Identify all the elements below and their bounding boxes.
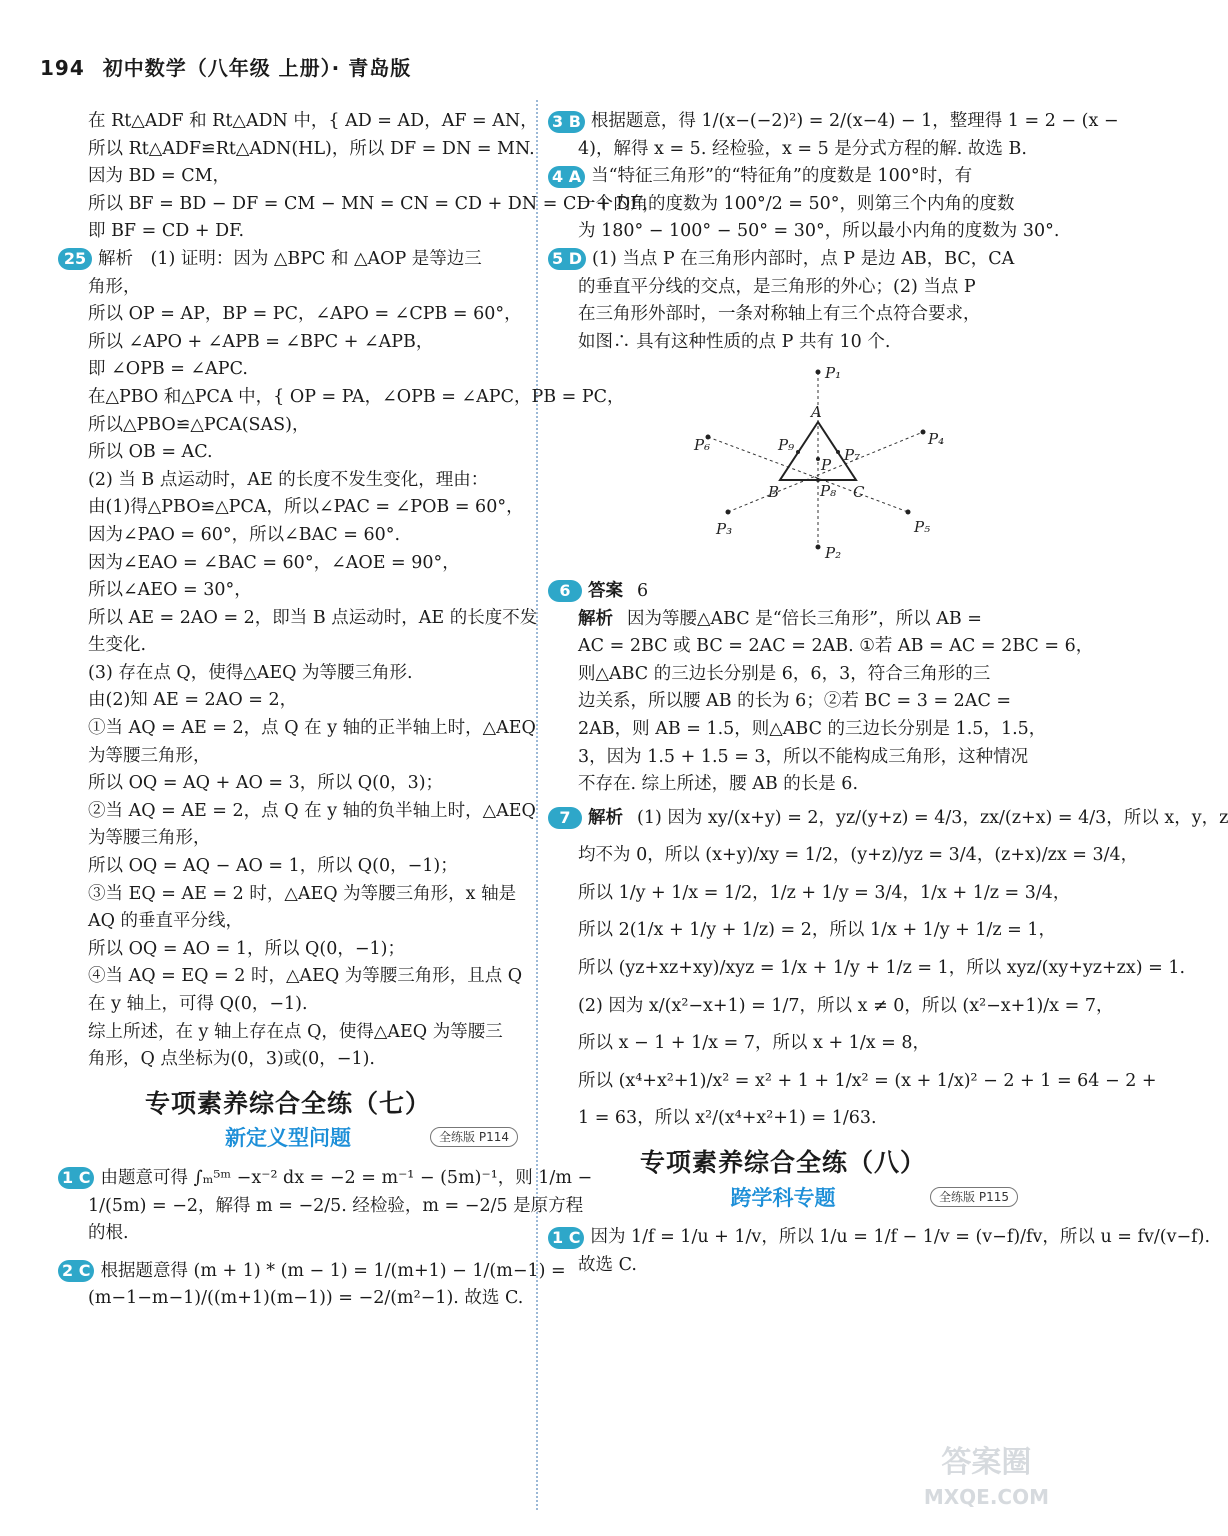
- text-line: 为等腰三角形，: [88, 745, 211, 766]
- text-line: 均不为 0，所以 (x+y)/xy = 1/2，(y+z)/yz = 3/4，(z+x)/zx = 3/4，: [578, 845, 1139, 866]
- text-line: (2) 当 B 点运动时，AE 的长度不发生变化，理由：: [88, 469, 489, 490]
- section-subtitle-7: 新定义型问题 全练版 P114: [58, 1125, 518, 1153]
- right-column: [548, 108, 1228, 1279]
- question-number-badge: 2 C: [58, 1260, 94, 1282]
- question-number-badge: 25: [58, 248, 92, 270]
- text-line: 所以 ∠APO + ∠APB = ∠BPC + ∠APB，: [88, 331, 434, 352]
- practice-tag: 全练版 P114: [430, 1127, 518, 1147]
- text-line: 由(2)知 AE = 2AO = 2，: [88, 690, 298, 711]
- triangle-figure: [668, 362, 968, 562]
- text-line: 所以 OQ = AQ + AO = 3，所以 Q(0，3)；: [88, 773, 444, 794]
- text-line: 则△ABC 的三边长分别是 6，6，3，符合三角形的三: [578, 663, 991, 684]
- page-number: 194: [40, 56, 85, 80]
- text-line: ②当 AQ = AE = 2，点 Q 在 y 轴的负半轴上时，△AEQ: [88, 800, 536, 821]
- text-line: 所以 (x⁴+x²+1)/x² = x² + 1 + 1/x² = (x + 1/x)² − 2 + 1 = 64 − 2 +: [578, 1070, 1157, 1091]
- text-line: 所以 AE = 2AO = 2，即当 B 点运动时，AE 的长度不发: [88, 607, 538, 628]
- column-divider: [536, 100, 538, 1510]
- label-p5: P₅: [914, 518, 931, 537]
- question-number-badge: 1 C: [58, 1167, 94, 1189]
- text-line: 即 BF = CD + DF.: [88, 221, 245, 242]
- text-line: 即 ∠OPB = ∠APC.: [88, 359, 248, 380]
- text-line: 所以 Rt△ADF≌Rt△ADN(HL)，所以 DF = DN = MN.: [88, 138, 535, 159]
- text-line: (2) 因为 x/(x²−x+1) = 1/7，所以 x ≠ 0，所以 (x²−x+1)/x = 7，: [578, 995, 1114, 1016]
- axis-line: [708, 437, 908, 512]
- text-line: 2AB，则 AB = 1.5，则△ABC 的三边长分别是 1.5，1.5，: [578, 718, 1047, 739]
- point-p5: [906, 510, 911, 515]
- question-4-line: 4 A 当“特征三角形”的“特征角”的度数是 100°时，有: [548, 163, 1018, 191]
- text-line: 在 y 轴上，可得 Q(0，−1).: [88, 994, 308, 1014]
- question-2-line: 2 C 根据题意得 (m + 1) * (m − 1) = 1/(m+1) − 1/(m−1) =: [58, 1258, 518, 1286]
- text-line: AC = 2BC 或 BC = 2AC = 2AB. ①若 AB = AC = 2BC = 6，: [578, 636, 1094, 657]
- section-8-question-1: 1 C 因为 1/f = 1/u + 1/v，所以 1/u = 1/f − 1/v = (v−f)/fv，所以 u = fv/(v−f).: [548, 1224, 1018, 1252]
- text-line: (m−1−m−1)/((m+1)(m−1)) = −2/(m²−1). 故选 C.: [88, 1288, 524, 1309]
- label-p4: P₄: [928, 430, 945, 449]
- question-number-badge: 7: [548, 807, 582, 829]
- text-line: 所以 OB = AC.: [88, 442, 213, 463]
- text-line: 所以 (yz+xz+xy)/xyz = 1/x + 1/y + 1/z = 1，所以 xyz/(xy+yz+zx) = 1.: [578, 958, 1186, 979]
- point-p1: [816, 370, 821, 375]
- text-line: 1 = 63，所以 x²/(x⁴+x²+1) = 1/63.: [578, 1108, 877, 1129]
- text-line: 4)，解得 x = 5. 经检验，x = 5 是分式方程的解. 故选 B.: [578, 138, 1027, 159]
- book-title: 初中数学（八年级 上册）· 青岛版: [102, 56, 412, 80]
- text-line: 因为 BD = CM，: [88, 166, 231, 187]
- label-p8: P₈: [820, 482, 837, 501]
- page-header: [40, 52, 411, 81]
- text-line: 所以 OQ = AQ − AO = 1，所以 Q(0，−1)；: [88, 856, 458, 877]
- point-p9: [796, 450, 800, 454]
- text-line: 所以 OQ = AO = 1，所以 Q(0，−1)；: [88, 938, 405, 959]
- text-line: 在三角形外部时，一条对称轴上有三个点符合要求，: [578, 304, 981, 325]
- label-p3: P₃: [716, 520, 733, 539]
- text-line: 一个内角的度数为 100°/2 = 50°，则第三个内角的度数: [578, 193, 1015, 214]
- section-title-8: 专项素养综合全练（八）: [639, 1148, 926, 1178]
- text-line: 角形，: [88, 276, 141, 297]
- text-line: 因为∠PAO = 60°，所以∠BAC = 60°.: [88, 524, 401, 545]
- point-p: [816, 457, 820, 461]
- point-p4: [921, 430, 926, 435]
- question-3-line: 3 B 根据题意，得 1/(x−(−2)²) = 2/(x−4) − 1，整理得 1 = 2 − (x −: [548, 108, 1018, 136]
- text-line: 所以 OP = AP，BP = PC，∠APO = ∠CPB = 60°，: [88, 304, 522, 325]
- text-line: 不存在. 综上所述，腰 AB 的长是 6.: [578, 774, 859, 795]
- text-line: 为 180° − 100° − 50° = 30°，所以最小内角的度数为 30°.: [578, 221, 1060, 242]
- label-p7: P₇: [844, 446, 861, 465]
- text-line: 生变化.: [88, 635, 147, 656]
- text-line: 为等腰三角形，: [88, 828, 211, 849]
- text-line: 在 Rt△ADF 和 Rt△ADN 中，{ AD = AD，AF = AN，: [88, 111, 538, 131]
- question-number-badge: 1 C: [548, 1227, 584, 1249]
- text-line: 由(1)得△PBO≌△PCA，所以∠PAC = ∠POB = 60°，: [88, 497, 524, 518]
- point-p3: [726, 510, 731, 515]
- text-line: 在△PBO 和△PCA 中，{ OP = PA，∠OPB = ∠APC，PB = PC，: [88, 386, 625, 407]
- text-line: 的根.: [88, 1223, 129, 1244]
- label-p: P: [821, 456, 832, 475]
- text-line: 如图∴ 具有这种性质的点 P 共有 10 个.: [578, 331, 891, 352]
- label-p1: P₁: [825, 364, 842, 383]
- text-line: 所以∠AEO = 30°，: [88, 580, 252, 601]
- text-line: 所以 2(1/x + 1/y + 1/z) = 2，所以 1/x + 1/y + 1/z = 1，: [578, 920, 1057, 941]
- text-line: 1/(5m) = −2，解得 m = −2/5. 经检验，m = −2/5 是原方程: [88, 1195, 584, 1216]
- text-line: 所以 x − 1 + 1/x = 7，所以 x + 1/x = 8，: [578, 1033, 931, 1054]
- text-line: (3) 存在点 Q，使得△AEQ 为等腰三角形.: [88, 662, 413, 683]
- question-7-line: 7 解析 (1) 因为 xy/(x+y) = 2，yz/(y+z) = 4/3，zx/(z+x) = 4/3，所以 x，y，z: [548, 805, 1018, 833]
- label-a: A: [811, 403, 822, 422]
- watermark: 答案圈 MXQE.COM: [923, 1445, 1049, 1509]
- text-line: 所以 BF = BD − DF = CM − MN = CN = CD + DN = CD + DF，: [88, 193, 660, 214]
- text-line: 的垂直平分线的交点，是三角形的外心；(2) 当点 P: [578, 276, 976, 297]
- label-c: C: [853, 483, 865, 502]
- question-25-start: 25 解析 (1) 证明：因为 △BPC 和 △AOP 是等边三: [58, 246, 518, 274]
- question-number-badge: 5 D: [548, 248, 586, 270]
- text-line: ④当 AQ = EQ = 2 时，△AEQ 为等腰三角形，且点 Q: [88, 966, 523, 987]
- text-line: 所以 1/y + 1/x = 1/2，1/z + 1/y = 3/4，1/x + 1/z = 3/4，: [578, 882, 1071, 903]
- question-6-analysis: 解析 因为等腰△ABC 是“倍长三角形”，所以 AB =: [578, 608, 982, 629]
- text-line: 3，因为 1.5 + 1.5 = 3，所以不能构成三角形，这种情况: [578, 746, 1029, 767]
- question-number-badge: 3 B: [548, 111, 585, 133]
- question-5-line: 5 D (1) 当点 P 在三角形内部时，点 P 是边 AB，BC，CA: [548, 246, 1018, 274]
- text-line: 综上所述，在 y 轴上存在点 Q，使得△AEQ 为等腰三: [88, 1021, 503, 1042]
- text-line: 角形，Q 点坐标为(0，3)或(0，−1).: [88, 1049, 375, 1070]
- question-6-answer: 6 答案 6: [548, 578, 1018, 606]
- text-line: ①当 AQ = AE = 2，点 Q 在 y 轴的正半轴上时，△AEQ: [88, 718, 536, 739]
- question-1-line: 1 C 由题意可得 ∫ₘ⁵ᵐ −x⁻² dx = −2 = m⁻¹ − (5m)⁻¹，则 1/m −: [58, 1165, 518, 1193]
- label-p2: P₂: [825, 544, 842, 563]
- text-line: 边关系，所以腰 AB 的长为 6；②若 BC = 3 = 2AC =: [578, 691, 1012, 712]
- section-title-7: 专项素养综合全练（七）: [144, 1088, 431, 1118]
- question-number-badge: 6: [548, 580, 582, 602]
- text-line: 故选 C.: [578, 1254, 637, 1275]
- section-subtitle-8: 跨学科专题 全练版 P115: [548, 1185, 1018, 1213]
- practice-tag: 全练版 P115: [930, 1187, 1018, 1207]
- question-number-badge: 4 A: [548, 166, 585, 188]
- label-p9: P₉: [778, 436, 795, 455]
- text-line: 所以△PBO≌△PCA(SAS)，: [88, 414, 310, 435]
- text-line: AQ 的垂直平分线，: [88, 911, 244, 932]
- label-p6: P₆: [694, 436, 711, 455]
- text-line: ③当 EQ = AE = 2 时，△AEQ 为等腰三角形，x 轴是: [88, 883, 517, 904]
- point-p2: [816, 545, 821, 550]
- point-p7: [836, 450, 840, 454]
- text-line: 因为∠EAO = ∠BAC = 60°，∠AOE = 90°，: [88, 552, 460, 573]
- label-b: B: [768, 483, 780, 502]
